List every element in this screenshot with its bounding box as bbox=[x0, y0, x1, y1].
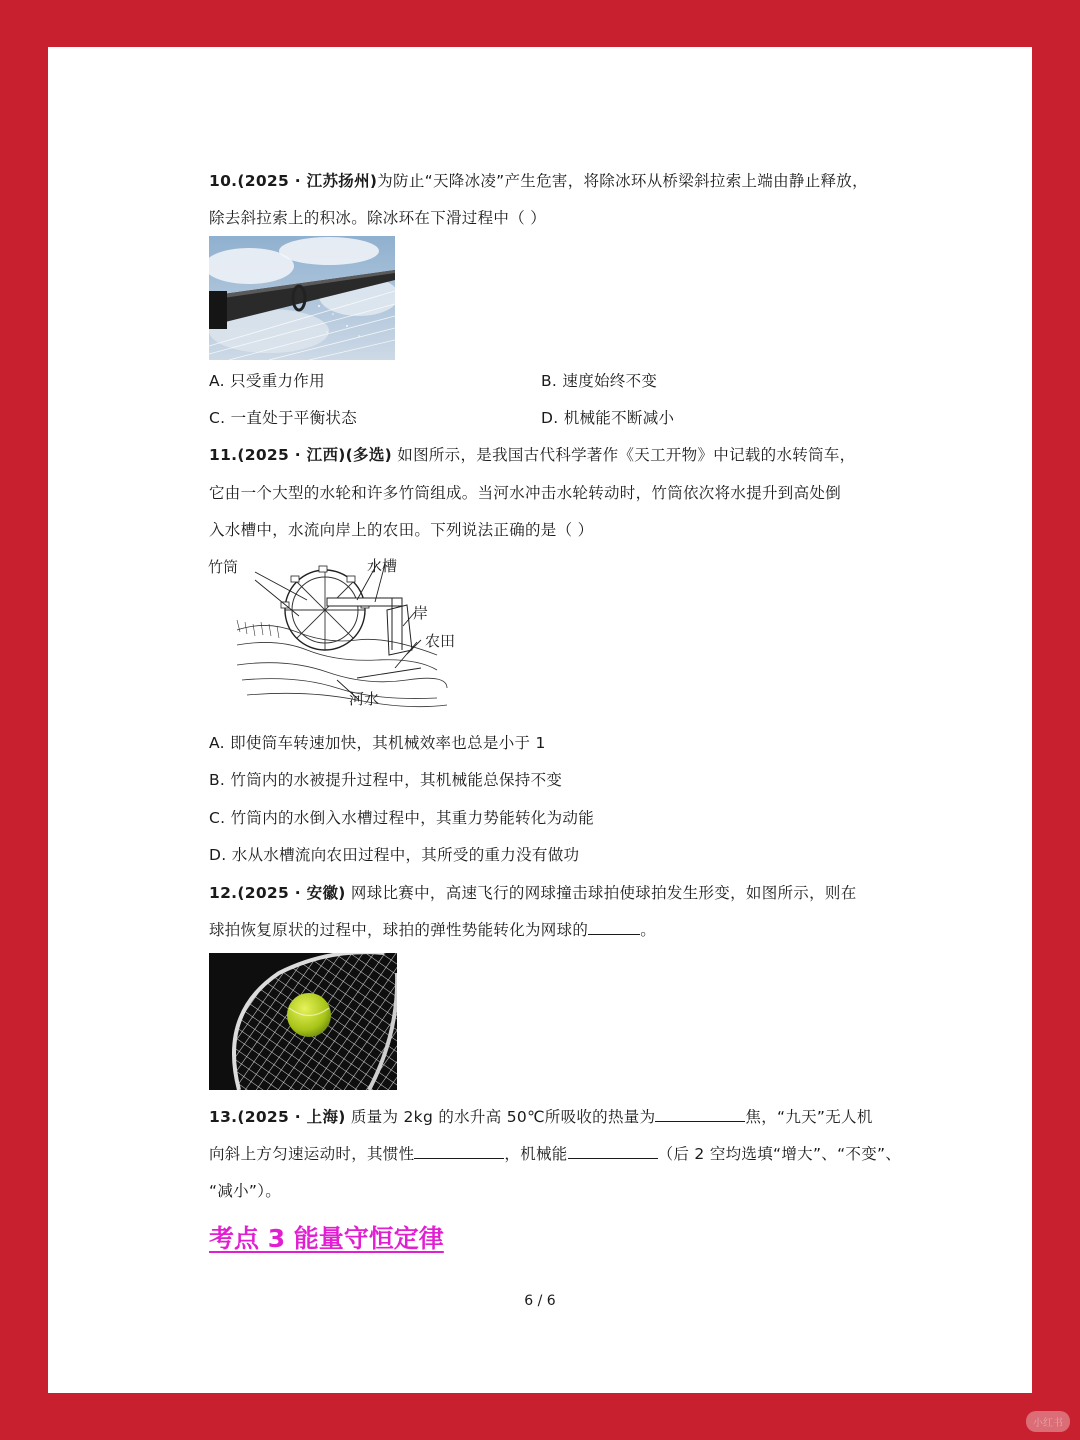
q11-text-1: 如图所示，是我国古代科学著作《天工开物》中记载的水转筒车， bbox=[397, 446, 856, 464]
watermark: 小红书 bbox=[1026, 1411, 1070, 1432]
q13-answer-blank-3[interactable] bbox=[568, 1144, 658, 1159]
label-bank: 岸 bbox=[413, 604, 429, 622]
q10-source: (2025 · 江苏扬州) bbox=[237, 172, 378, 190]
option-letter: C. bbox=[209, 409, 226, 427]
option-text: 速度始终不变 bbox=[562, 372, 658, 390]
option-text: 只受重力作用 bbox=[230, 372, 325, 390]
q10-option-c bbox=[209, 408, 357, 428]
label-field: 农田 bbox=[425, 632, 456, 650]
option-text: 竹筒内的水倒入水槽过程中，其重力势能转化为动能 bbox=[230, 809, 594, 827]
q13-text-1a: 质量为 2kg 的水升高 50℃所吸收的热量为 bbox=[350, 1108, 656, 1126]
q13-text-1b: 焦，“九天”无人机 bbox=[745, 1108, 873, 1126]
option-letter: B. bbox=[541, 372, 558, 390]
q11-line-2: 它由一个大型的水轮和许多竹筒组成。当河水冲击水轮转动时，竹筒依次将水提升到高处倒 bbox=[209, 484, 842, 502]
q11-line-3: 入水槽中，水流向岸上的农田。下列说法正确的是（ ） bbox=[209, 521, 594, 539]
page-number: 6 / 6 bbox=[524, 1293, 556, 1309]
q11-source: (2025 · 江西) bbox=[237, 446, 346, 464]
q11-line-1 bbox=[209, 445, 855, 465]
q12-text-2b: 。 bbox=[640, 921, 657, 939]
label-river: 河水 bbox=[349, 690, 380, 708]
q10-figure-deicing-ring bbox=[209, 236, 395, 360]
q11-tag: (多选) bbox=[345, 446, 393, 464]
q13-answer-blank-2[interactable] bbox=[414, 1144, 504, 1159]
q10-option-b bbox=[541, 371, 657, 391]
q12-answer-blank[interactable] bbox=[588, 920, 640, 935]
q12-text-2a: 球拍恢复原状的过程中，球拍的弹性势能转化为网球的 bbox=[209, 921, 589, 939]
q11-figure-water-wheel bbox=[207, 550, 477, 718]
q13-text-2b: ，机械能 bbox=[504, 1145, 568, 1163]
q13-source: (2025 · 上海) bbox=[237, 1108, 346, 1126]
section-title[interactable]: 考点 3 能量守恒定律 bbox=[209, 1224, 444, 1253]
q13-line-3: “减小”）。 bbox=[209, 1182, 282, 1200]
option-text: 即使筒车转速加快，其机械效率也总是小于 1 bbox=[230, 734, 546, 752]
q12-line-2 bbox=[209, 920, 656, 940]
option-letter: B. bbox=[209, 771, 226, 789]
q12-number: 12. bbox=[209, 884, 238, 902]
option-text: 机械能不断减小 bbox=[563, 409, 675, 427]
q10-option-d bbox=[541, 408, 674, 428]
q11-option-d bbox=[209, 845, 579, 865]
q10-text-1: 为防止“天降冰凌”产生危害，将除冰环从桥梁斜拉索上端由静止释放， bbox=[377, 172, 868, 190]
option-letter: A. bbox=[209, 734, 225, 752]
q10-line-2: 除去斜拉索上的积冰。除冰环在下滑过程中（ ） bbox=[209, 209, 547, 227]
q10-line-1 bbox=[209, 171, 868, 191]
q11-option-a bbox=[209, 733, 546, 753]
q12-source: (2025 · 安徽) bbox=[237, 884, 346, 902]
q13-line-1 bbox=[209, 1107, 873, 1127]
option-text: 水从水槽流向农田过程中，其所受的重力没有做功 bbox=[231, 846, 580, 864]
q13-number: 13. bbox=[209, 1108, 238, 1126]
q13-answer-blank-1[interactable] bbox=[655, 1107, 745, 1122]
q12-line-1 bbox=[209, 883, 857, 903]
q13-text-2c: （后 2 空均选填“增大”、“不变”、 bbox=[657, 1145, 902, 1163]
label-tube: 竹筒 bbox=[208, 558, 239, 576]
option-letter: A. bbox=[209, 372, 225, 390]
option-letter: D. bbox=[541, 409, 559, 427]
option-letter: C. bbox=[209, 809, 226, 827]
option-text: 竹筒内的水被提升过程中，其机械能总保持不变 bbox=[230, 771, 563, 789]
q11-number: 11. bbox=[209, 446, 238, 464]
option-letter: D. bbox=[209, 846, 227, 864]
q10-number: 10. bbox=[209, 172, 238, 190]
label-trough: 水槽 bbox=[367, 557, 398, 576]
q12-text-1: 网球比赛中，高速飞行的网球撞击球拍使球拍发生形变，如图所示，则在 bbox=[350, 884, 857, 902]
q12-figure-tennis-racket bbox=[209, 953, 397, 1090]
q10-option-a bbox=[209, 371, 325, 391]
option-text: 一直处于平衡状态 bbox=[230, 409, 357, 427]
q11-option-c bbox=[209, 808, 594, 828]
q13-line-2 bbox=[209, 1144, 901, 1164]
document-page bbox=[48, 47, 1032, 1393]
q11-option-b bbox=[209, 770, 562, 790]
q13-text-2a: 向斜上方匀速运动时，其惯性 bbox=[209, 1145, 415, 1163]
